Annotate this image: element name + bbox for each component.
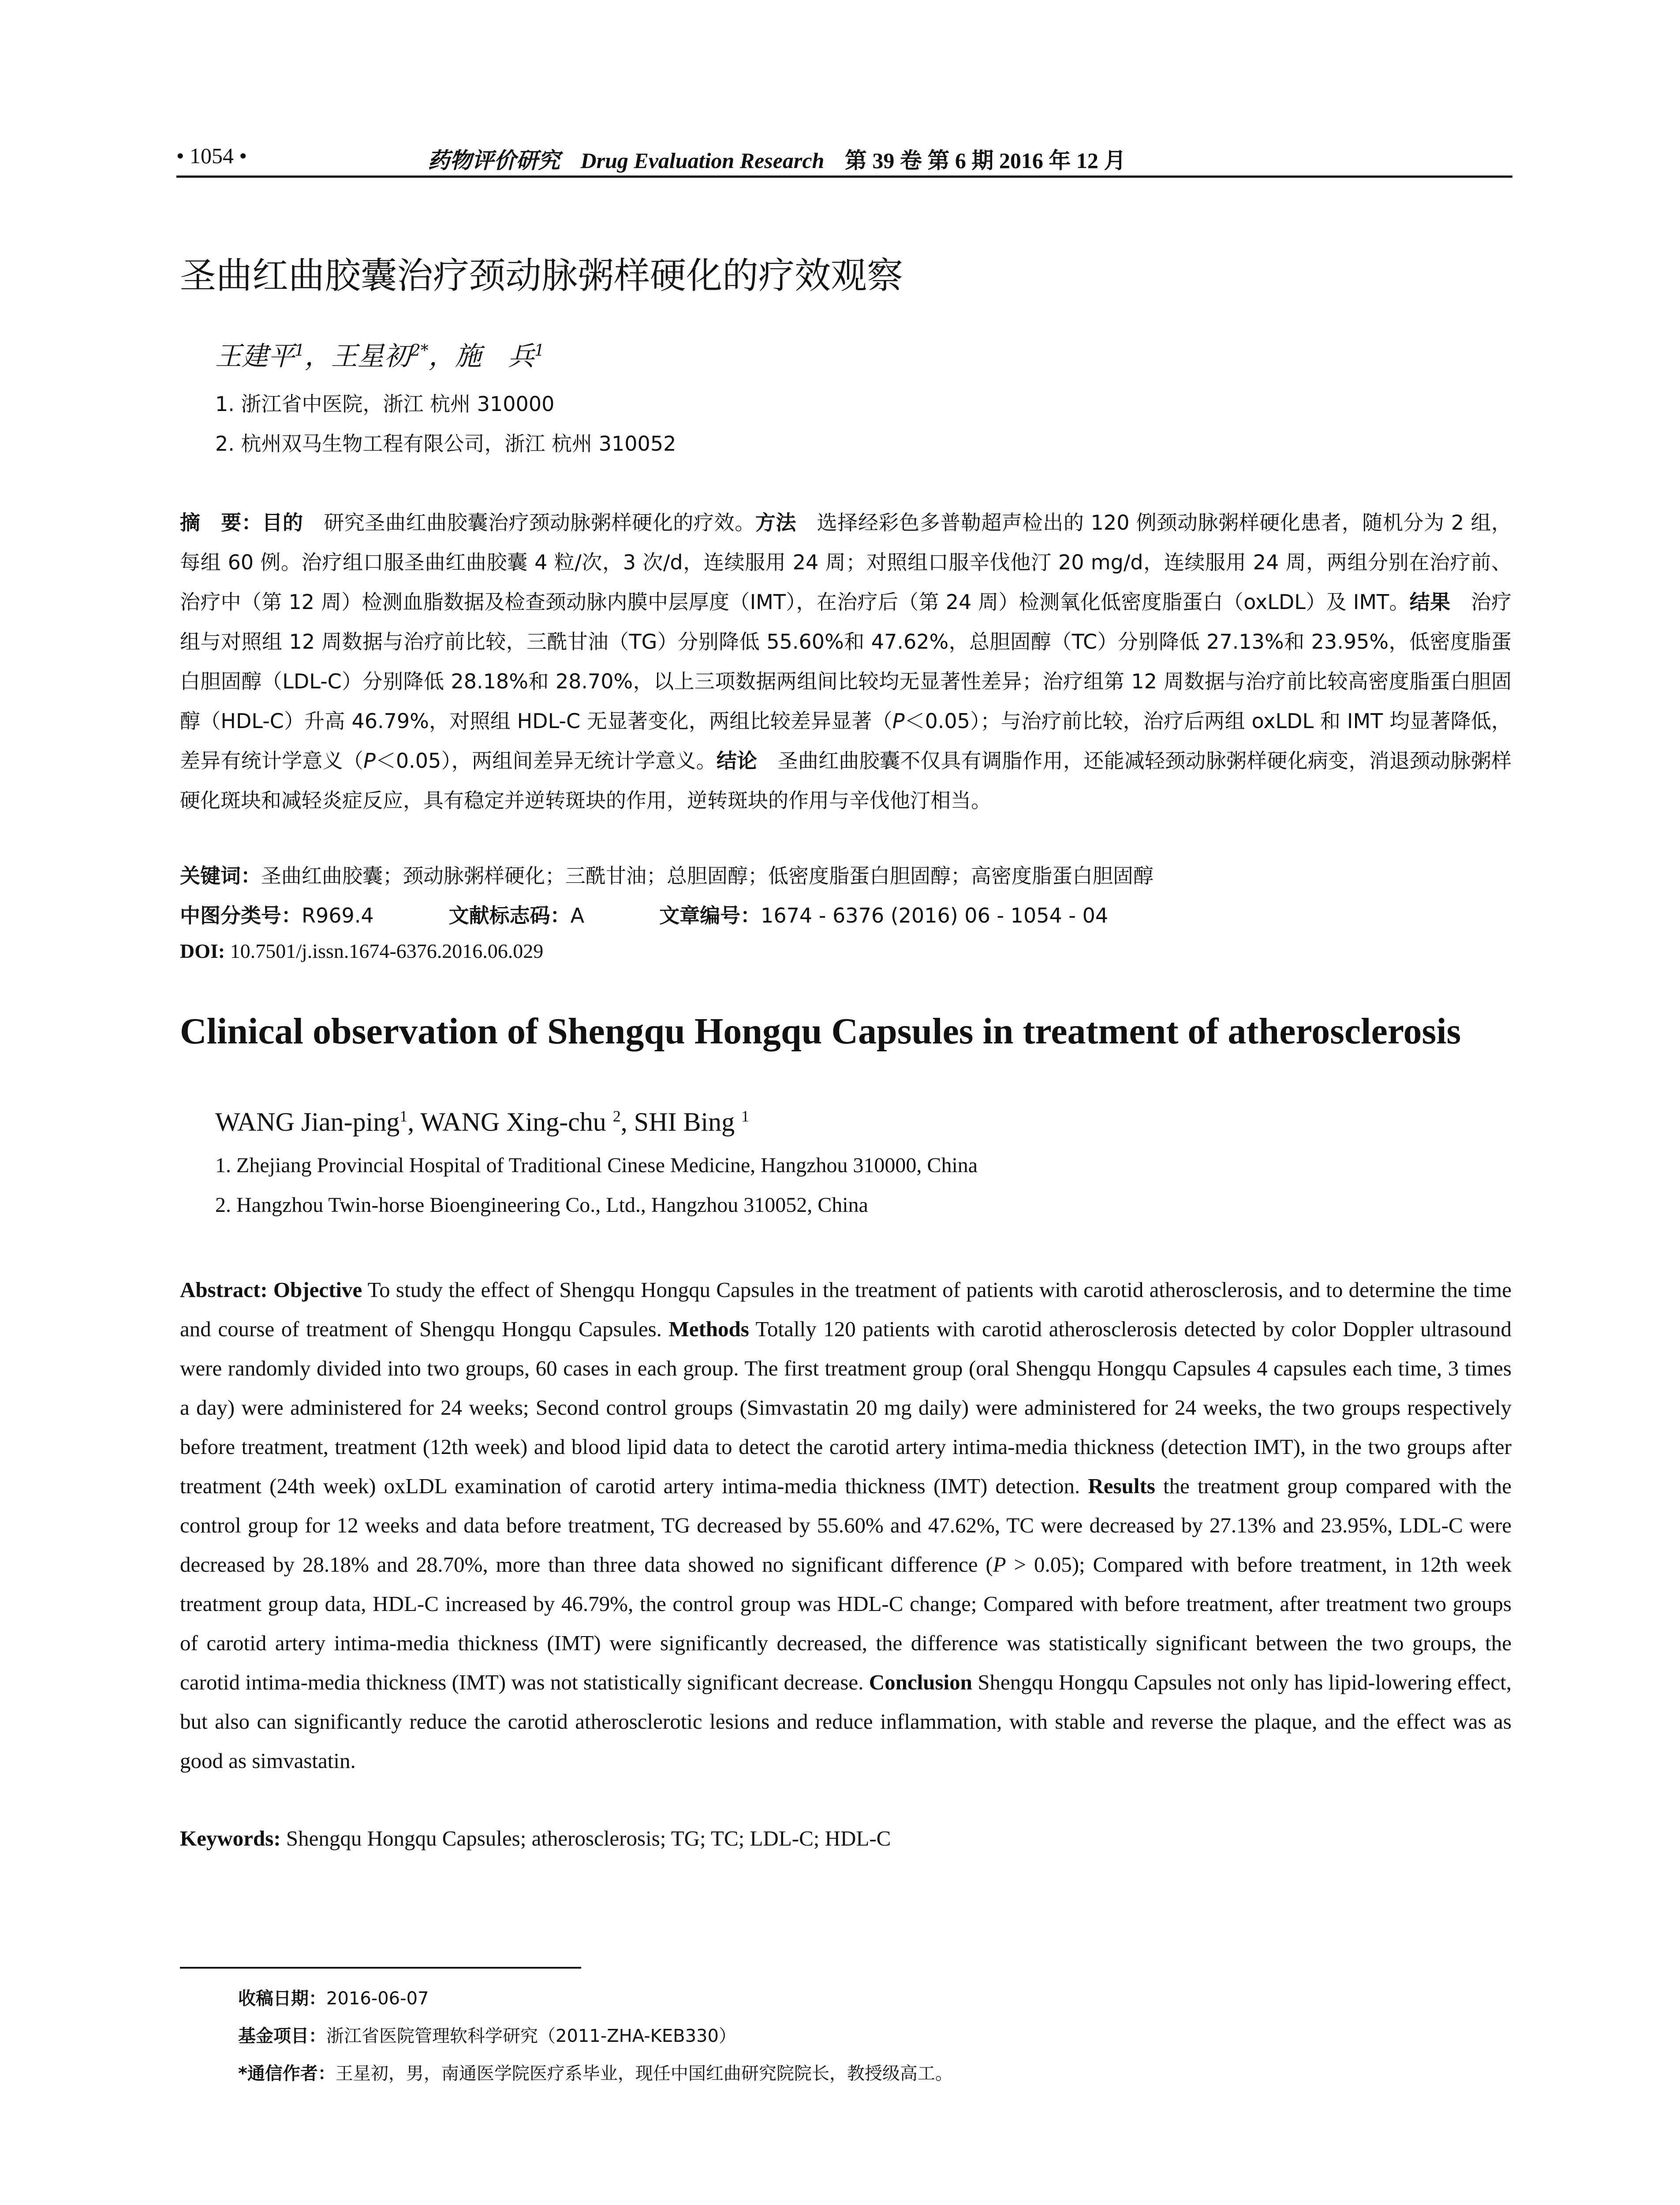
conclusion-label: 结论 bbox=[716, 749, 758, 773]
results-text: the treatment group compared with the control group for 12 weeks and data before treatment, TG decreased by 55.60% and 47.62%, TC were decreased by 27.13% and 23.95%, LDL-C were decreased by 28.18% and 28.70%, more than three data showed no significant difference ( bbox=[180, 1474, 1512, 1577]
author-affiliation-mark: 2* bbox=[410, 342, 429, 360]
english-affiliation-2: 2. Hangzhou Twin-horse Bioengineering Co., Ltd., Hangzhou 310052, China bbox=[215, 1193, 868, 1217]
doi-line bbox=[180, 939, 543, 963]
english-affiliation-1: 1. Zhejiang Provincial Hospital of Traditional Cinese Medicine, Hangzhou 310000, China bbox=[215, 1154, 978, 1177]
corresponding-text: 王星初，男，南通医学院医疗系毕业，现任中国红曲研究院院长，教授级高工。 bbox=[335, 2063, 953, 2084]
results-label: 结果 bbox=[1409, 590, 1451, 614]
author-name: 王星初 bbox=[331, 341, 411, 372]
footnote-divider bbox=[180, 1967, 581, 1969]
english-abstract bbox=[180, 1270, 1512, 1780]
chinese-abstract bbox=[180, 503, 1512, 820]
conclusion-text: 圣曲红曲胶囊不仅具有调脂作用，还能减轻颈动脉粥样硬化病变，消退颈动脉粥样硬化斑块和减轻炎症反应，具有稳定并逆转斑块的作用，逆转斑块的作用与辛伐他汀相当。 bbox=[180, 749, 1512, 812]
author-name: , WANG Xing-chu bbox=[407, 1107, 613, 1136]
methods-text: Totally 120 patients with carotid atherosclerosis detected by color Doppler ultrasound were randomly divided into two groups, 60 cases in each group. The first treatment group (oral Shengqu Hongqu Capsules 4 capsules each time, 3 times a day) were administered for 24 weeks; Second control groups (Simvastatin 20 mg daily) were administered for 24 weeks, the two groups respectively before treatment, treatment (12th week) and blood lipid data to detect the carotid artery intima-media thickness (detection IMT), in the two groups after treatment (24th week) oxLDL examination of carotid artery intima-media thickness (IMT) detection. bbox=[180, 1317, 1512, 1498]
classification-line bbox=[180, 900, 1108, 929]
footnote-corresponding-author bbox=[238, 2059, 953, 2085]
keywords-label: Keywords: bbox=[180, 1826, 281, 1850]
methods-text: 选择经彩色多普勒超声检出的 120 例颈动脉粥样硬化患者，随机分为 2 组，每组 60 例。治疗组口服圣曲红曲胶囊 4 粒/次，3 次/d，连续服用 24 周；对照组口服辛伐他汀 20 mg/d，连续服用 24 周，两组分别在治疗前、治疗中（第 12 周）检测血脂数据及检查颈动脉内膜中层厚度（IMT），在治疗后（第 24 周）检测氧化低密度脂蛋白（oxLDL）及 IMT。 bbox=[180, 511, 1512, 614]
keywords-text: 圣曲红曲胶囊；颈动脉粥样硬化；三酰甘油；总胆固醇；低密度脂蛋白胆固醇；高密度脂蛋白胆固醇 bbox=[261, 864, 1154, 888]
p-value-symbol: P bbox=[892, 709, 905, 733]
objective-text: 研究圣曲红曲胶囊治疗颈动脉粥样硬化的疗效。 bbox=[303, 511, 755, 534]
results-text: ＜0.05），两组间差异无统计学意义。 bbox=[375, 749, 717, 773]
received-label: 收稿日期： bbox=[238, 1988, 326, 2009]
clc-value: R969.4 bbox=[302, 904, 374, 927]
chinese-keywords bbox=[180, 860, 1154, 889]
fund-label: 基金项目： bbox=[238, 2026, 326, 2046]
p-value-symbol: P bbox=[363, 749, 376, 773]
chinese-affiliation-2: 2. 杭州双马生物工程有限公司，浙江 杭州 310052 bbox=[215, 432, 676, 456]
chinese-authors bbox=[215, 335, 545, 373]
received-date: 2016-06-07 bbox=[326, 1988, 429, 2009]
english-authors bbox=[215, 1107, 749, 1137]
doc-code-value: A bbox=[570, 904, 585, 927]
results-text: 治疗组与对照组 12 周数据与治疗前比较，三酰甘油（TG）分别降低 55.60%和 47.62%，总胆固醇（TC）分别降低 27.13%和 23.95%，低密度脂蛋白胆固醇（LDL-C）分别降低 28.18%和 28.70%，以上三项数据两组间比较均无显著性差异；治疗组第 12 周数据与治疗前比较高密度脂蛋白胆固醇（HDL-C）升高 46.79%，对照组 HDL-C 无显著变化，两组比较差异显著（ bbox=[180, 590, 1512, 733]
journal-logo: 药物评价研究 bbox=[428, 147, 560, 173]
doi-label: DOI: bbox=[180, 940, 225, 962]
chinese-title: 圣曲红曲胶囊治疗颈动脉粥样硬化的疗效观察 bbox=[180, 255, 903, 297]
objective-label: Objective bbox=[267, 1278, 362, 1302]
doc-code-label: 文献标志码： bbox=[448, 904, 571, 927]
author-affiliation-mark: 1 bbox=[399, 1107, 408, 1125]
author-name: , SHI Bing bbox=[620, 1107, 742, 1136]
running-header bbox=[176, 140, 1512, 178]
author-affiliation-mark: 1 bbox=[741, 1107, 750, 1125]
author-affiliation-mark: 2 bbox=[612, 1107, 621, 1125]
objective-text: To study the effect of Shengqu Hongqu Capsules in the treatment of patients with carotid atherosclerosis, and to determine the time and course of treatment of Shengqu Hongqu Capsules. bbox=[180, 1278, 1512, 1341]
conclusion-label: Conclusion bbox=[869, 1670, 972, 1694]
objective-label: 目的 bbox=[262, 511, 303, 534]
footnote-received bbox=[238, 1984, 429, 2010]
footnote-fund bbox=[238, 2022, 736, 2047]
journal-name-en: Drug Evaluation Research bbox=[580, 148, 825, 173]
results-label: Results bbox=[1088, 1474, 1155, 1498]
fund-text: 浙江省医院管理软科学研究（2011-ZHA-KEB330） bbox=[326, 2026, 736, 2046]
abstract-label: Abstract: bbox=[180, 1278, 268, 1302]
author-separator: ， bbox=[428, 341, 455, 372]
methods-label: Methods bbox=[668, 1317, 749, 1341]
doi-value: 10.7501/j.issn.1674-6376.2016.06.029 bbox=[225, 940, 544, 962]
english-keywords bbox=[180, 1826, 891, 1851]
p-value-symbol: P bbox=[993, 1552, 1006, 1577]
author-separator: ， bbox=[304, 341, 331, 372]
clc-label: 中图分类号： bbox=[180, 904, 302, 927]
author-affiliation-mark: 1 bbox=[534, 342, 545, 360]
article-no-label: 文章编号： bbox=[659, 904, 761, 927]
english-title: Clinical observation of Shengqu Hongqu Capsules in treatment of atherosclerosis bbox=[180, 1011, 1461, 1052]
methods-label: 方法 bbox=[755, 511, 797, 534]
journal-info bbox=[428, 143, 1126, 175]
author-name: 施 兵 bbox=[455, 341, 534, 372]
keywords-label: 关键词： bbox=[180, 864, 261, 888]
keywords-text: Shengqu Hongqu Capsules; atherosclerosis; TG; TC; LDL-C; HDL-C bbox=[280, 1826, 891, 1850]
author-affiliation-mark: 1 bbox=[295, 342, 305, 360]
results-text: > 0.05); Compared with before treatment, in 12th week treatment group data, HDL-C increased by 46.79%, the control group was HDL-C change; Compared with before treatment, after treatment two groups of carotid artery intima-media thickness (IMT) were significantly decreased, the difference was statistically significant between the two groups, the carotid intima-media thickness (IMT) was not statistically significant decrease. bbox=[180, 1552, 1512, 1694]
corresponding-label: *通信作者： bbox=[238, 2063, 336, 2084]
issue-info: 第 39 卷 第 6 期 2016 年 12 月 bbox=[844, 148, 1126, 173]
author-name: 王建平 bbox=[215, 341, 295, 372]
abstract-label: 摘 要： bbox=[180, 511, 262, 534]
article-no-value: 1674 - 6376 (2016) 06 - 1054 - 04 bbox=[761, 904, 1109, 927]
page-number: • 1054 • bbox=[176, 143, 247, 168]
conclusion-text: Shengqu Hongqu Capsules not only has lipid-lowering effect, but also can significantly reduce the carotid atherosclerotic lesions and reduce inflammation, with stable and reverse the plaque, and the effect was as good as simvastatin. bbox=[180, 1670, 1512, 1773]
chinese-affiliation-1: 1. 浙江省中医院，浙江 杭州 310000 bbox=[215, 392, 555, 416]
results-text: ＜0.05）；与治疗前比较，治疗后两组 oxLDL 和 IMT 均显著降低，差异有统计学意义（ bbox=[180, 709, 1512, 773]
author-name: WANG Jian-ping bbox=[215, 1107, 400, 1136]
